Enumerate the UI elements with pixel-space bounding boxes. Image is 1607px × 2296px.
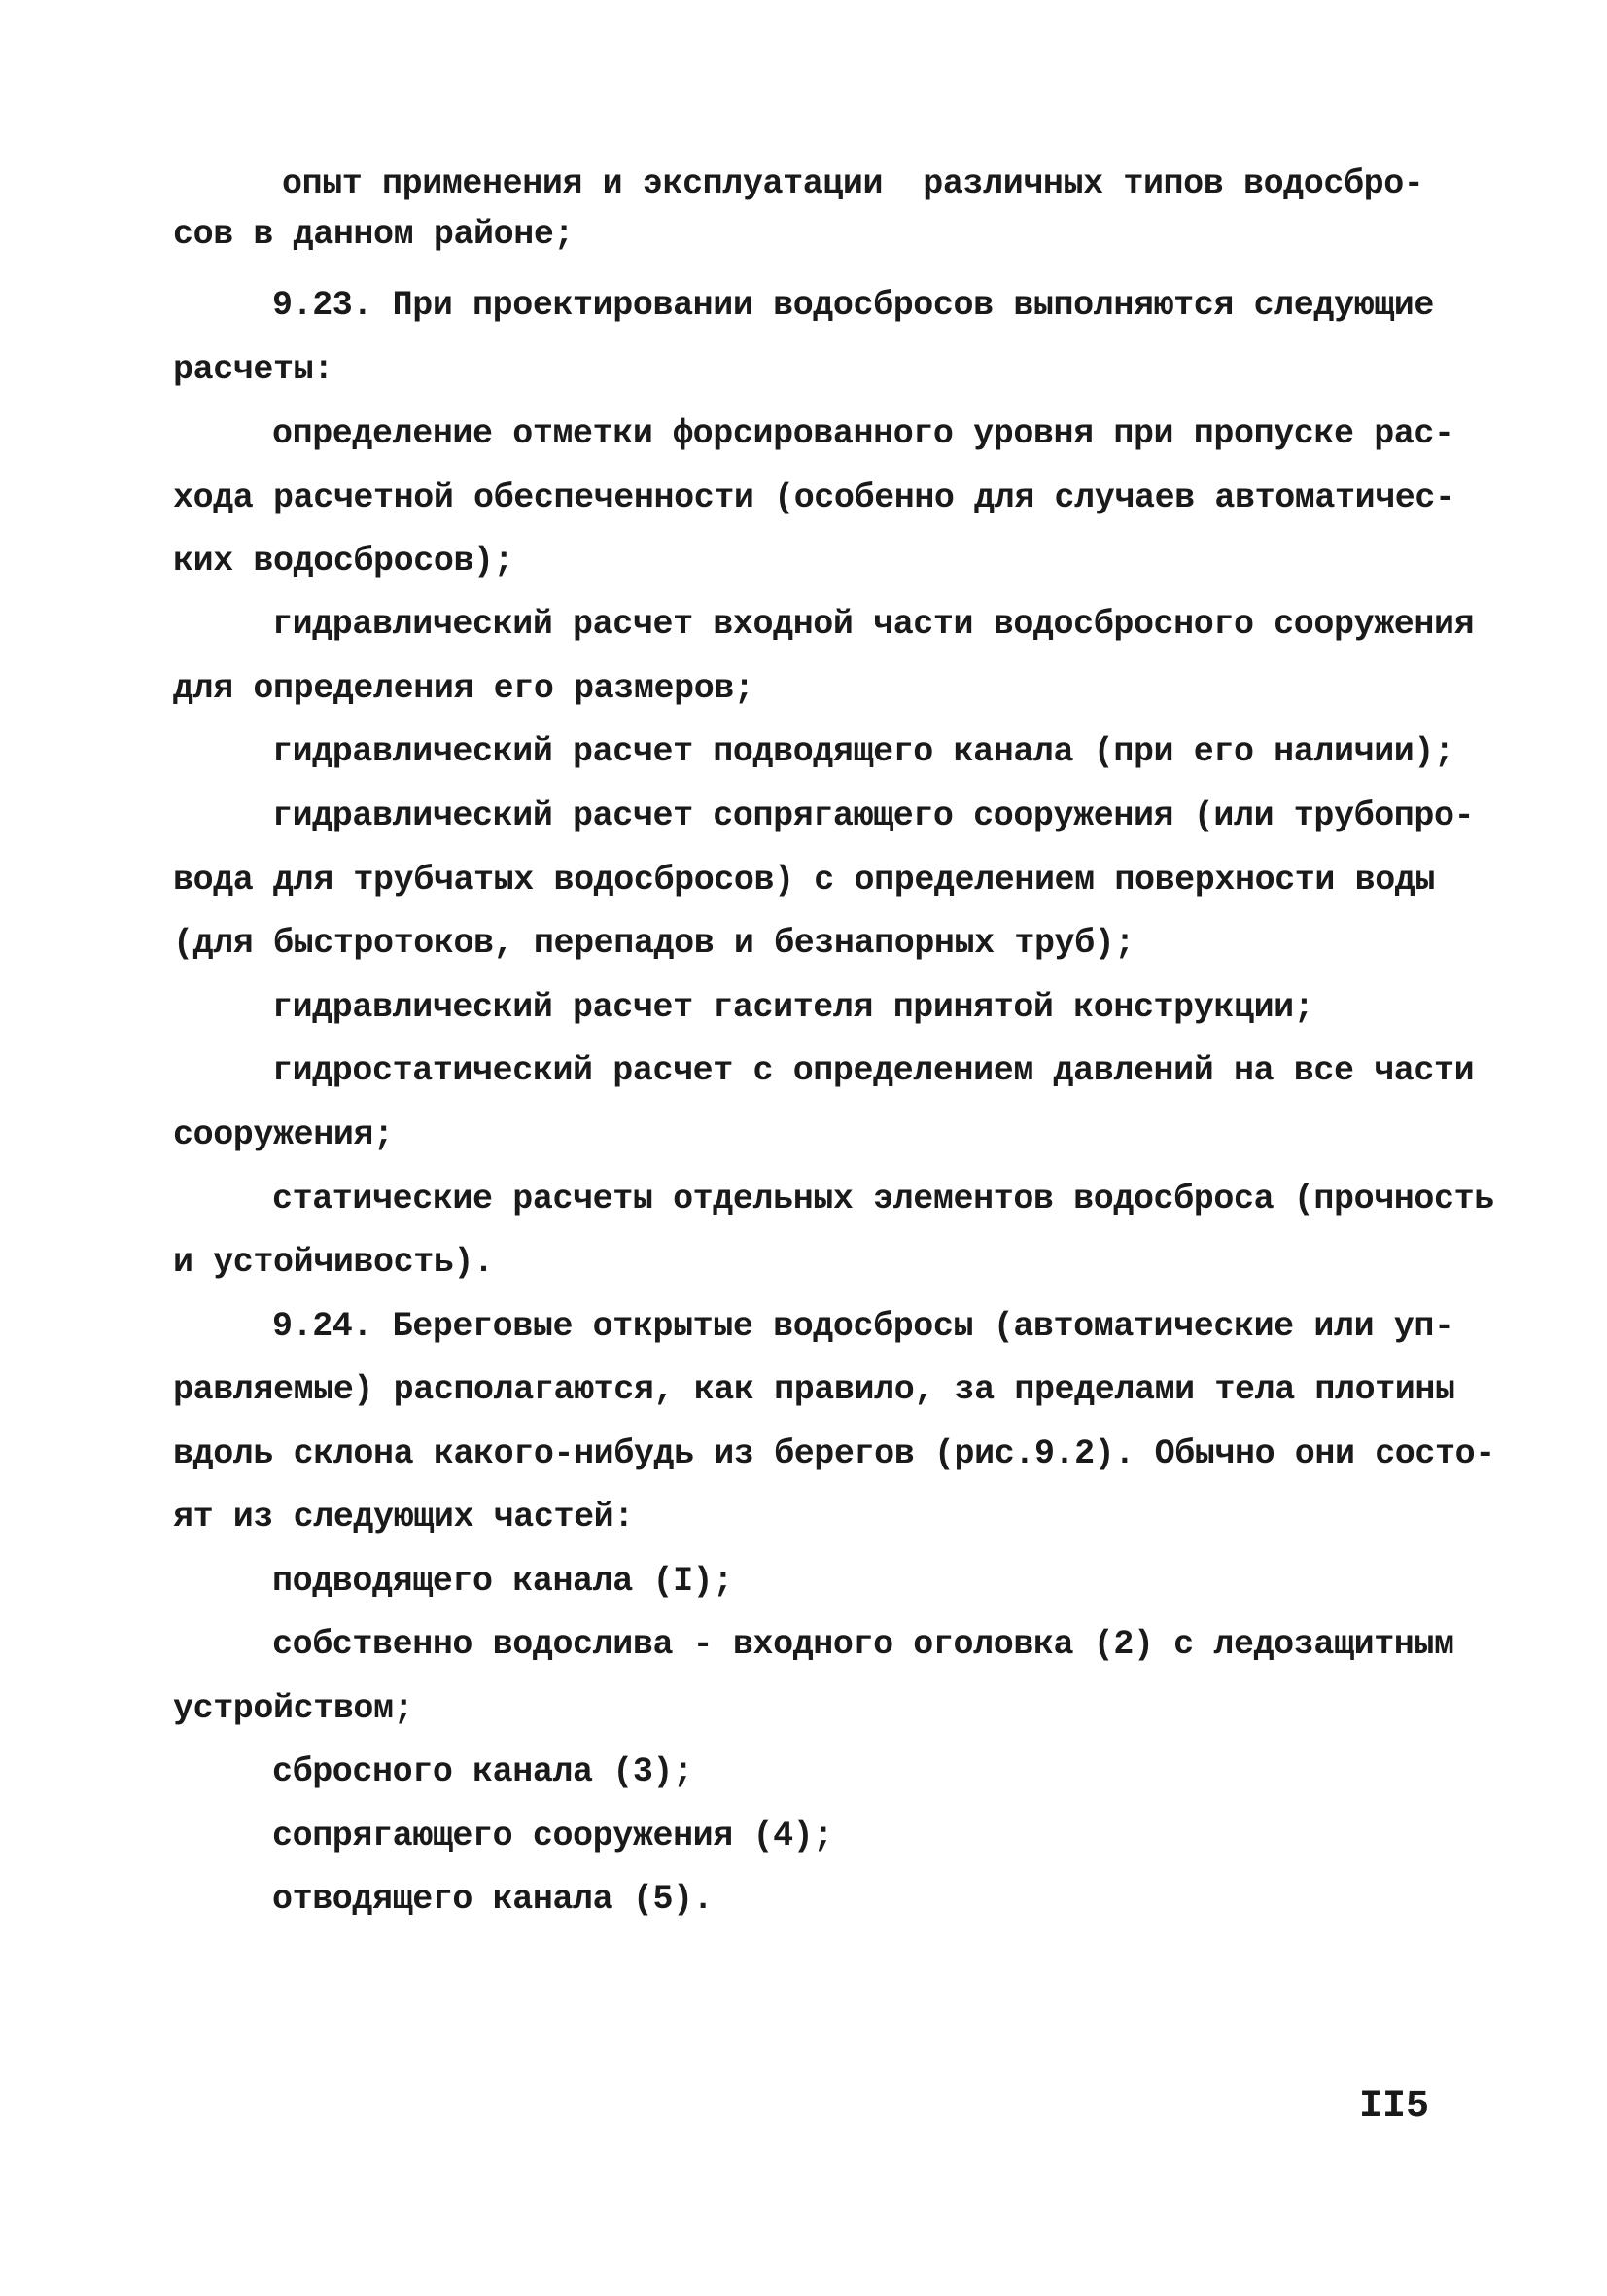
text-line: опыт применения и эксплуатации различных типов водосбро-	[282, 164, 1424, 203]
text-line: подводящего канала (I);	[272, 1562, 733, 1601]
text-line: гидростатический расчет с определением давлений на все части	[272, 1051, 1475, 1090]
text-line: сопрягающего сооружения (4);	[272, 1817, 833, 1855]
text-line: и устойчивость).	[173, 1243, 494, 1282]
text-line: вода для трубчатых водосбросов) с определением поверхности воды	[173, 861, 1436, 900]
text-line: ких водосбросов);	[173, 542, 514, 581]
text-line: собственно водослива - входного оголовка (2) с ледозащитным	[272, 1625, 1454, 1664]
text-line: 9.23. При проектировании водосбросов выполняются следующие	[272, 286, 1434, 325]
text-line: устройством;	[173, 1689, 414, 1728]
text-line: гидравлический расчет гасителя принятой конструкции;	[272, 988, 1314, 1027]
page-number: II5	[1359, 2085, 1430, 2129]
text-line: отводящего канала (5).	[272, 1880, 714, 1919]
text-line: сооружения;	[173, 1115, 394, 1154]
text-line: статические расчеты отдельных элементов водосброса (прочность	[272, 1180, 1494, 1219]
text-line: равляемые) располагаются, как правило, за пределами тела плотины	[173, 1370, 1455, 1409]
text-line: ят из следующих частей:	[173, 1498, 634, 1537]
text-line: гидравлический расчет сопрягающего сооружения (или трубопро-	[272, 796, 1475, 835]
text-line: сов в данном районе;	[173, 215, 575, 254]
text-line: вдоль склона какого-нибудь из берегов (рис.9.2). Обычно они состо-	[173, 1434, 1495, 1473]
text-line: расчеты:	[173, 350, 333, 389]
text-line: определение отметки форсированного уровня при пропуске рас-	[272, 414, 1454, 453]
text-line: (для быстротоков, перепадов и безнапорных труб);	[173, 924, 1135, 963]
text-line: 9.24. Береговые открытые водосбросы (автоматические или уп-	[272, 1307, 1454, 1346]
text-line: хода расчетной обеспеченности (особенно для случаев автоматичес-	[173, 478, 1455, 517]
text-line: сбросного канала (3);	[272, 1752, 693, 1791]
text-line: гидравлический расчет подводящего канала (при его наличии);	[272, 732, 1454, 771]
text-line: гидравлический расчет входной части водосбросного сооружения	[272, 605, 1475, 644]
text-line: для определения его размеров;	[173, 669, 754, 708]
